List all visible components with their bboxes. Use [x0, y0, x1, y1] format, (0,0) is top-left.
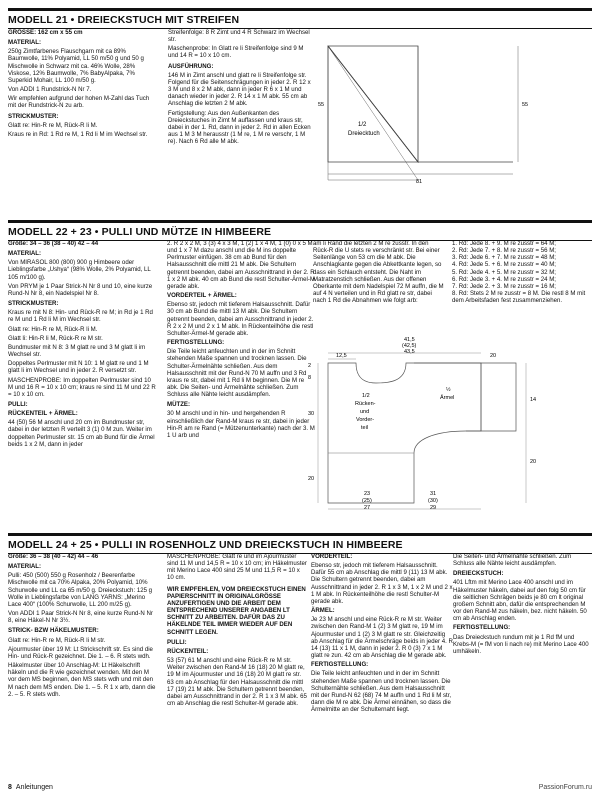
dim-top-a: 41,5: [404, 337, 415, 343]
modell-22-column-1: [8, 240, 156, 450]
dim-bottom: 81: [416, 179, 423, 185]
pattern-text: Häkelmuster über 10 Anschlag-M: Lt Häkelschrift häkeln und die R wie gezeichnet wenden. Mit den M vor dem MS beginnen, den MS stets wdh und mit den M nach dem MS enden. Die 1. – 5. R 1 x arb, dann die 2. – 5. R stets wdh.: [8, 662, 156, 698]
dim-30: 30: [308, 411, 315, 417]
gauge-text: MASCHENPROBE: Im doppelten Perlmuster sind 10 M und 16 R = 10 x 10 cm; kraus re sind 11 M und 22 R = 10 x 10 cm.: [8, 376, 156, 398]
instruction-text: Das Dreieckstuch rundum mit je 1 Rd fM und Krebs-M (= fM von li nach re) mit Merino Lace 400 umhäkeln.: [453, 633, 589, 655]
dim-20-left: 20: [308, 476, 315, 482]
round-instruction: 7. Rd: Jede 2. + 3. M re zusstr = 16 M;: [452, 282, 556, 290]
dim-b27: 27: [364, 505, 371, 511]
label-und: und: [360, 409, 370, 415]
section-title: MODELL 22 + 23 • PULLI UND MÜTZE IN HIMBEERE: [8, 226, 272, 238]
material-text: Wir empfehlen aufgrund der hohen M-Zahl das Tuch mit der Rundstrick-N zu arb.: [8, 95, 150, 110]
instruction-text: Die Teile leicht anfeuchten und in der im Schnitt stehenden Maße spannen und trocknen lassen. Die Schulternähte schließen. Aus dem Halsausschnitt mit der Rund-N 62 (68) 74 M auffn und 1 Rd li M str, dann die M re abk. Die Ärmel einnähen, so dass die Ärmelmitte an der Schulternaht liegt.: [311, 670, 452, 714]
schematic-guide: [418, 46, 513, 162]
section-header-modell-21: [8, 8, 592, 29]
heading-material: MATERIAL:: [8, 250, 42, 258]
round-instruction: 8. Rd: Stets 2 M re zusstr = 8 M. Die restl 8 M mit dem Arbeitsfaden fest zusammenziehen.: [452, 290, 586, 305]
modell-22-column-3: [313, 240, 446, 306]
heading-vorderteil: VORDERTEIL + ÄRMEL:: [167, 292, 237, 300]
label-teil: teil: [361, 425, 369, 431]
heading-fertigstellung: FERTIGSTELLUNG:: [453, 624, 511, 632]
size-text: Größe: 36 – 38 (40 – 42) 44 – 46: [8, 553, 99, 560]
dim-2: 2: [308, 363, 312, 369]
label-piece: Dreiecktuch: [348, 131, 380, 137]
heading-vorderteil: VORDERTEIL:: [311, 553, 353, 560]
round-instruction: 6. Rd: Jede 3. + 4. M re zusstr = 24 M;: [452, 275, 556, 283]
instruction-text: Die Teile leicht anfeuchten und in der im Schnitt stehenden Maße spannen und trocknen lassen. Die Schulter-Ärmelnähte schließen. Aus dem Halsausschnitt mit der Rund-N 70 M auffn und 3 Rd kraus re str, dabei mit 1 Rd li M beginnen. Die M re abk. Die Seiten- und Ärmelnähte schließen. Zum Schluss alle Nähte leicht ausdämpfen.: [167, 348, 307, 399]
dim-top-b: (42,5): [402, 343, 417, 349]
heading-pulli: PULLI:: [167, 638, 187, 646]
pattern-text: Glatt re: Hin-R re M, Rück-R li M str.: [8, 636, 106, 644]
dim-neck: 12,5: [336, 353, 347, 359]
dim-20-right: 20: [530, 459, 537, 465]
modell-24-column-2: [167, 553, 307, 709]
heading-fertigstellung: FERTIGSTELLUNG:: [311, 661, 369, 669]
heading-strickmuster: STRICKMUSTER:: [8, 300, 59, 308]
label-vorder: Vorder-: [356, 417, 375, 423]
sweater-schematic: [306, 335, 596, 517]
pattern-text: Ajourmuster über 19 M: Lt Strickschrift str. Es sind die Hin- und Rück-R gezeichnet. Die 1. – 6. R stets wdh.: [8, 645, 153, 660]
section-title: MODELL 24 + 25 • PULLI IN ROSENHOLZ UND DREIECKSTUCH IN HIMBEERE: [8, 539, 403, 551]
dim-8: 8: [308, 375, 312, 381]
heading-pulli: PULLI:: [8, 400, 28, 408]
heading-ausfuehrung: AUSFÜHRUNG:: [168, 62, 214, 70]
instruction-text: am li Rand die letzten 2 M re zusstr. In den Rück-R die U stets re verschränkt str. Bei einer Seitenlänge von 53 cm die M abk. Die Anschlagkante gegen die Abkettkante legen, so dass ein Schlauch entsteht. Die Naht im Matratzenstich schließen. Aus der offenen Oberkante mit dem Nadelspiel 72 M auffn, die M auf 4 N verteilen und in Rd glatt re str, dabei nach 1 Rd die Abnahmen wie folgt arb:: [313, 240, 444, 305]
instruction-text: 30 M anschl und in hin- und hergehenden R einschließlich der Rand-M kraus re str, dabei in jeder Hin-R am re Rand (= Mützenunterkante) nach der 3. M 1 U arb und: [167, 410, 315, 439]
pattern-text: Kraus re in Rd: 1 Rd re M, 1 Rd li M im Wechsel str.: [8, 130, 148, 138]
heading-ruecken: RÜCKENTEIL + ÄRMEL:: [8, 410, 78, 418]
gauge-text: Maschenprobe: In Glatt re li Streifenfolge sind 9 M und 14 R = 10 x 10 cm.: [168, 45, 304, 60]
instruction-text: 401 Lftm mit Merino Lace 400 anschl und im Häkelmuster häkeln, dabei auf den folg 50 cm für die seitlichen Schrägen beids je 80 cm lt original großem Schnitt abn, dafür die entsprechenden M vor den Rand-M zus häkeln, bez. nicht häkeln. 50 cm ab Anschlag enden.: [453, 579, 587, 623]
heading-aermel: ÄRMEL:: [311, 607, 335, 615]
gauge-text: MASCHENPROBE: Glatt re und im Ajourmuster sind 11 M und 14,5 R = 10 x 10 cm; im Häkelmuster mit Merino Lace 400 sind 25 M und 11,5 R = 10 x 10 cm.: [167, 553, 307, 582]
material-text: Von ADDI 1 Paar Strick-N Nr 8, eine kurze Rund-N Nr 8, eine Häkel-N Nr 3½.: [8, 610, 153, 625]
round-instruction: 5. Rd: Jede 4. + 5. M re zusstr = 32 M;: [452, 268, 556, 276]
instruction-text: 53 (57) 61 M anschl und eine Rück-R re M str. Weiter zwischen den Rand-M 16 (18) 20 M glatt re, 19 M im Ajourmuster und 16 (18) 20 M glatt re str. 63 cm ab Anschlag für den Halsausschnitt die mittl 17 (19) 21 M abk. Die Schultern getrennt beenden, dabei am Ausschnittrand in der 2. R 1 x 3 M abk. 65 cm ab Anschlag die restl Schulter-M gerade abk.: [167, 657, 307, 707]
heading-fertigstellung: FERTIGSTELLUNG:: [167, 339, 225, 347]
instruction-text: 146 M in Zimt anschl und glatt re li Streifenfolge str. Folgend für die Seitenschrägungen in jeder 2. R 12 x 3 M und 8 x 2 M abk, dann in jeder R 6 x 1 M und danach wieder in jeder 2. R 14 x 1 M abk. 55 cm ab Anschlag die letzten 2 M abk.: [168, 71, 311, 108]
heading-strickmuster: STRICK- BZW HÄKELMUSTER:: [8, 627, 99, 635]
heading-dreieckstuch: DREIECKSTUCH:: [453, 570, 504, 578]
instruction-text: Je 23 M anschl und eine Rück-R re M str. Weiter zwischen den Rand-M 1 (2) 3 M glatt re, 19 M im Ajourmuster und 1 (2) 3 M glatt re str. Gleichzeitig ab Anschlag für die Ärmelschräge beids in jeder 4. R 14 (13) 11 x 1 M, dann in jeder 2. R 0 (3) 7 x 1 M glatt re zun. 42 cm ab Anschlag die M gerade abk.: [311, 616, 453, 660]
material-text: Von ADDI 1 Rundstrick-N Nr 7.: [8, 86, 92, 94]
schematic-outline: [328, 46, 418, 180]
dim-cuff: 20: [490, 353, 497, 359]
section-header-modell-22-23: [8, 220, 592, 241]
pattern-text: Glatt re: Hin-R re M, Rück-R li M.: [8, 325, 98, 333]
heading-muetze: MÜTZE:: [167, 401, 191, 409]
round-instruction: 1. Rd: Jede 8. + 9. M re zusstr = 64 M;: [452, 240, 556, 247]
dim-top-c: 43,5: [404, 349, 415, 355]
modell-24-column-4: [453, 553, 593, 657]
dim-right: 55: [522, 102, 529, 108]
body-outline: [328, 363, 481, 503]
round-instruction: 2. Rd: Jede 7. + 8. M re zusstr = 56 M;: [452, 247, 556, 255]
size-text: GRÖSSE: 162 cm x 55 cm: [8, 29, 83, 36]
pattern-text: Glatt li: Hin-R li M, Rück-R re M str.: [8, 334, 103, 342]
heading-strickmuster: STRICKMUSTER:: [8, 112, 59, 120]
pattern-text: Doppeltes Perlmuster mit N 10: 1 M glatt re und 1 M glatt li im Wechsel und in jeder 2. R versetzt str.: [8, 360, 149, 375]
dim-left: 55: [318, 102, 325, 108]
dim-b25: (25): [362, 498, 372, 504]
material-text: 250g Zimtfarbenes Flauschgarn mit ca 89% Baumwolle, 11% Polyamid, LL 50 m/50 g und 50 g Mischwolle in Schwarz mit ca. 46% Wolle, 28% Viskose, 12% Baumwolle, 7% BabyAlpaka, 7% Superkid Mohair, LL 100 m/50 g.: [8, 48, 144, 84]
round-instruction: 3. Rd: Jede 6. + 7. M re zusstr = 48 M;: [452, 254, 556, 262]
label-ruecken: Rücken-: [355, 401, 376, 407]
pattern-text: Kraus re mit N 8: Hin- und Rück-R re M; in Rd je 1 Rd re M und 1 Rd li M im Wechsel str.: [8, 309, 153, 324]
instruction-text: Ebenso str, jedoch mit tieferem Halsausschnitt. Dafür 55 cm ab Anschlag die mittl 9 (11) 13 M abk. Die Schultern getrennt beenden, dabei am Ausschnittrand in jeder 2. R 1 x 3 M, 1 x 2 M und 2 x 1 M abk. In Rückenteilhöhe die restl Schulter-M gerade abk.: [311, 562, 453, 605]
dim-14: 14: [530, 397, 537, 403]
material-text: Von PRYM je 1 Paar Strick-N Nr 8 und 10, eine kurze Rund-N Nr 8, ein Nadelspiel Nr 8.: [8, 282, 153, 297]
pattern-text: Bundmuster mit N 8: 3 M glatt re und 3 M glatt li im Wechsel str.: [8, 343, 146, 359]
modell-22-column-2: [167, 240, 315, 441]
heading-material: MATERIAL:: [8, 39, 42, 47]
instruction-text: Die Seiten- und Ärmelnähte schließen. Zum Schluss alle Nähte leicht ausdämpfen.: [453, 553, 572, 568]
material-text: Pulli: 450 (500) 550 g Rosenholz / Beerenfarbe Mischwolle mit ca 70% Alpaka, 20% Polyamid, 10% Schurwolle und LL ca 65 m/50 g. Dreieckstuch: 125 g Wolle in Lieblingsfarbe von LANG YARNS: „Merino Lace 400“ (100% Schurwolle, LL 200 m/25 g).: [8, 572, 153, 608]
label-half: 1/2: [358, 122, 367, 128]
recommendation-text: WIR EMPFEHLEN, VOM DREIECKSTUCH EINEN PAPIERSCHNITT IN ORIGINALGRÖSSE ANZUFERTIGEN UND DIE ARBEIT DEM ENTSPRECHEND UNSERER ANGABEN LT SCHNITT ZU ARBEITEN. DAFÜR DAS ZU HÄKELNDE TEIL IMMER WIEDER AUF DEN SCHNITT LEGEN.: [167, 585, 306, 636]
watermark-brand: PassionForum.ru: [538, 784, 592, 791]
cuff-outline: [481, 363, 516, 431]
modell-24-column-3: [311, 553, 453, 715]
modell-21-column-2: [168, 29, 313, 147]
page-number: 8: [8, 784, 12, 791]
section-title: MODELL 21 • DREIECKSTUCH MIT STREIFEN: [8, 14, 240, 26]
stripe-sequence-text: Streifenfolge: 8 R Zimt und 4 R Schwarz im Wechsel str.: [168, 29, 310, 44]
pattern-text: Glatt re: Hin-R re M, Rück-R li M.: [8, 121, 98, 129]
dim-b31: 31: [430, 491, 437, 497]
instruction-text: 44 (50) 56 M anschl und 20 cm im Bundmuster str, dabei in der letzten R verteilt 3 (1) 0 M zun. Weiter im doppelten Perlmuster str. 15 cm ab Bund für die Ärmel beids 1 x 2 M, dann in jeder: [8, 419, 155, 448]
modell-21-column-1: [8, 29, 156, 140]
section-header-modell-24-25: [8, 533, 592, 554]
instruction-text: 2. R 2 x 2 M, 3 (3) 4 x 3 M, 1 (2) 1 x 4 M, 1 (0) 0 x 5 M und 1 x 7 M dazu anschl und die M ins doppelte Perlmuster einfügen. 38 cm ab Bund für den Halsausschnitt die mittl 21 M abk. Die Schultern getrennt beenden, dabei am Ausschnittrand in der 2. R 1 x 2 M abk. 40 cm ab Bund die restl Schulter-Ärmel-M gerade abk.: [167, 240, 315, 290]
footer-section: Anleitungen: [15, 784, 53, 791]
label-half: 1/2: [362, 393, 370, 399]
triangle-shawl-schematic: [318, 38, 594, 188]
heading-ruecken: RÜCKENTEIL:: [167, 647, 209, 655]
dim-b23: 23: [364, 491, 371, 497]
label-aermel: Ärmel: [440, 395, 455, 401]
instruction-text: Ebenso str, jedoch mit tieferem Halsausschnitt. Dafür 30 cm ab Bund die mittl 13 M abk. Die Schultern getrennt beenden, dabei am Ausschnittrand in jeder 2. R 2 x 2 M und 2 x 1 M abk. In Rückenteilhöhe die restl Schulter-Ärmel-M gerade abk.: [167, 301, 314, 337]
material-text: Von MIRASOL 800 (800) 900 g Himbeere oder Lieblingsfarbe „Ushya“ (98% Wolle, 2% Polyamid, LL 105 m/100 g).: [8, 259, 151, 281]
dim-b30: (30): [428, 498, 438, 504]
heading-material: MATERIAL:: [8, 563, 42, 571]
modell-22-column-4: [452, 240, 592, 304]
dim-b29: 29: [430, 505, 437, 511]
label-half-sleeve: ½: [446, 387, 451, 393]
round-instruction: 4. Rd: Jede 5. + 6. M re zusstr = 40 M;: [452, 261, 556, 269]
schematic-diagonal: [328, 46, 513, 162]
page-footer: [8, 784, 53, 791]
finishing-text: Fertigstellung: Aus den Außenkanten des Dreieckstuches in Zimt M auffassen und kraus str, dabei in der 1. Rd, dann in jeder 2. Rd in allen Ecken aus 1 M 3 M herausstr (1 M re, 1 M re verschr, 1 M re). Nach 6 Rd alle M abk.: [168, 109, 311, 146]
size-text: Größe: 34 – 36 (38 – 40) 42 – 44: [8, 240, 99, 247]
modell-24-column-1: [8, 553, 156, 700]
